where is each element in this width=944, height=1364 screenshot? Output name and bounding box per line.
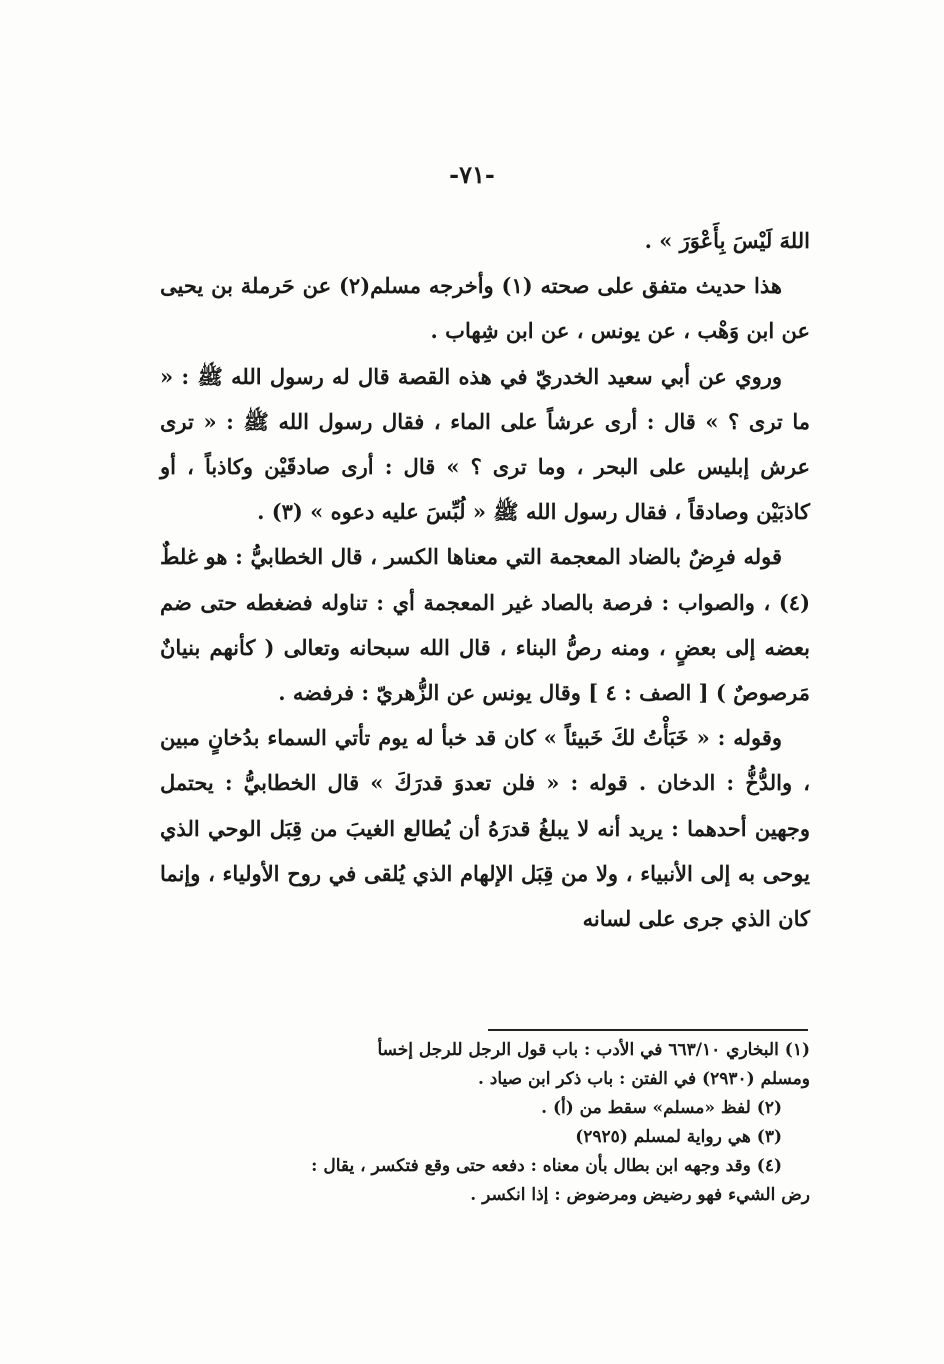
- footnotes-block: [160, 1036, 810, 1210]
- paragraph-hadith-ending: اللهَ لَيْسَ بِأَعْوَرَ » .: [644, 228, 810, 253]
- paragraph-abu-said-narration: وروي عن أبي سعيد الخدريّ في هذه القصة قال له رسول الله ﷺ : « ما ترى ؟ » قال : أرى عرشاً على الماء ، فقال رسول الله ﷺ : « ترى عرش إبليس على البحر ، وما ترى ؟ » قال : أرى صادقَيْن وكاذباً ، أو كاذبَيْن وصادقاً ، فقال رسول الله ﷺ « لُبِّسَ عليه دعوه » (٣) .: [160, 363, 810, 525]
- footnote-4-continuation: رض الشيء فهو رضيض ومرضوض : إذا انكسر .: [470, 1185, 810, 1205]
- main-text-block: [160, 218, 810, 941]
- footnote-4: (٤) وقد وجهه ابن بطال بأن معناه : دفعه حتى وقع فتكسر ، يقال :: [311, 1156, 782, 1176]
- footnote-2: (٢) لفظ «مسلم» سقط من (أ) .: [541, 1098, 782, 1118]
- footnote-divider: [488, 1029, 808, 1031]
- paragraph-khattabi-commentary: قوله فرِضٌ بالضاد المعجمة التي معناها الكسر ، قال الخطابيُّ : هو غلطٌ (٤) ، والصواب : فرصة بالصاد غير المعجمة أي : تناوله فضغطه حتى ضم بعضه إلى بعضٍ ، ومنه رصُّ البناء ، قال الله سبحانه وتعالى ( كأنهم بنيانٌ مَرصوصٌ ) [ الصف : ٤ ] وقال يونس عن الزُّهريّ : فرفضه .: [160, 544, 810, 706]
- footnote-1: (١) البخاري ٦٦٣/١٠ في الأدب : باب قول الرجل للرجل إخسأ: [377, 1040, 810, 1060]
- page-number: -٧١-: [449, 160, 495, 189]
- paragraph-hadith-source: هذا حديث متفق على صحته (١) وأخرجه مسلم(٢) عن حَرملة بن يحيى عن ابن وَهْب ، عن يونس ، عن ابن شِهاب .: [160, 273, 810, 344]
- footnote-3: (٣) هي رواية لمسلم (٢٩٢٥): [575, 1127, 782, 1147]
- paragraph-dukh-explanation: وقوله : « خَبَأْتُ لكَ خَبيئاً » كان قد خبأ له يوم تأتي السماء بدُخانٍ مبين ، والدُّخُّ : الدخان . قوله : « فلن تعدوَ قدرَكَ » قال الخطابيُّ : يحتمل وجهين أحدهما : يريد أنه لا يبلغُ قدرَهُ أن يُطالع الغيبَ من قِبَل الوحي الذي يوحى به إلى الأنبياء ، ولا من قِبَل الإلهام الذي يُلقى في روح الأولياء ، وإنما كان الذي جرى على لسانه: [160, 725, 810, 932]
- footnote-1-continuation: ومسلم (٢٩٣٠) في الفتن : باب ذكر ابن صياد .: [477, 1069, 810, 1089]
